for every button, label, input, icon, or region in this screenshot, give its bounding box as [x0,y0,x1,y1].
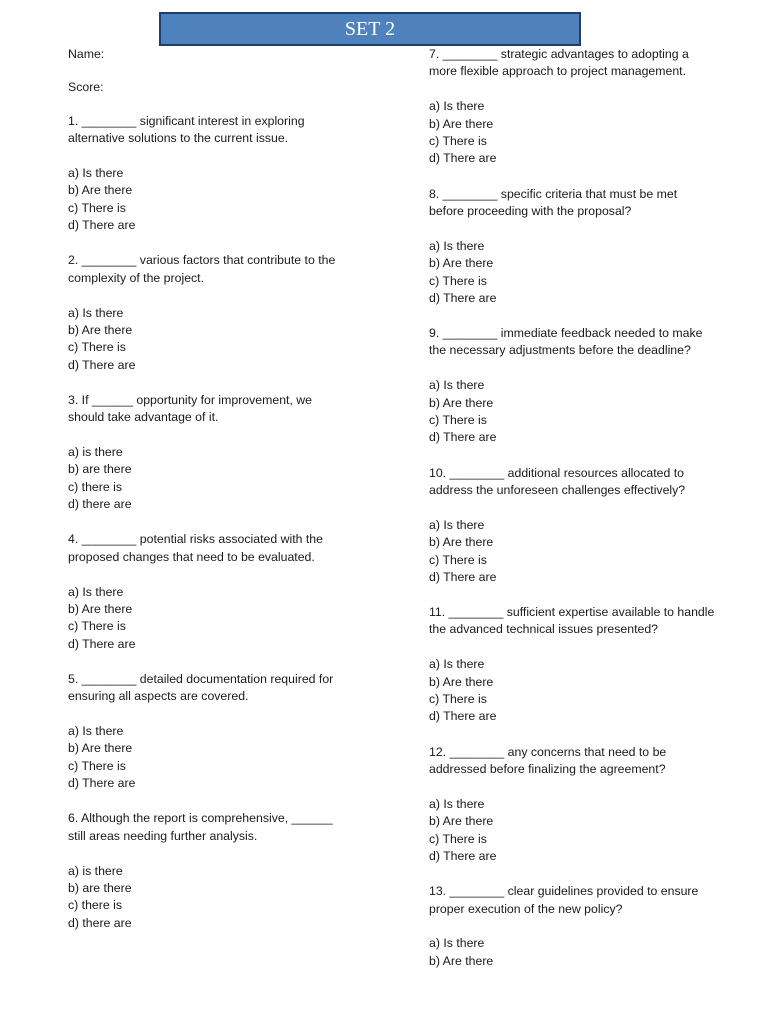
question-line: the necessary adjustments before the deadline? [429,343,691,358]
answer-option: d) There are [429,430,497,445]
question-line: should take advantage of it. [68,410,219,425]
answer-options [68,584,368,654]
set-title: SET 2 [344,18,396,40]
answer-option: c) There is [429,692,487,707]
question-text [429,46,739,81]
question-text [68,392,368,427]
answer-option: d) There are [429,849,497,863]
name-label: Name: [68,47,105,61]
question-text [68,810,368,845]
answer-option: c) there is [68,898,122,913]
answer-option: d) There are [68,636,136,651]
question-line: proper execution of the new policy? [429,901,623,916]
answer-option: b) Are there [429,535,494,550]
question-line: 7. ________ strategic advantages to adopting a [429,47,689,61]
score-field [68,79,368,96]
answer-options [429,377,739,447]
answer-option: d) There are [429,290,497,305]
question-line: addressed before finalizing the agreement? [429,761,666,776]
answer-options [68,444,368,514]
answer-options [429,935,739,970]
answer-option: a) Is there [429,657,485,672]
question-line: 8. ________ specific criteria that must be met [429,186,678,201]
question-line: 3. If ______ opportunity for improvement, we [68,392,313,407]
answer-option: d) there are [68,915,132,930]
answer-option: c) There is [68,340,126,355]
question-item [429,186,739,308]
question-text [68,531,368,566]
question-line: 12. ________ any concerns that need to be [429,744,667,759]
answer-option: c) There is [429,831,487,846]
answer-option: c) There is [68,200,126,215]
right-question-list [429,46,739,970]
question-item [68,531,368,653]
answer-options [429,238,739,308]
question-item [429,744,739,866]
answer-option: c) There is [429,552,487,567]
question-line: the advanced technical issues presented? [429,622,659,637]
answer-option: a) Is there [68,724,124,739]
answer-options [68,305,368,375]
answer-option: a) Is there [429,517,485,532]
set-title-banner [159,12,581,46]
question-line: 9. ________ immediate feedback needed to make [429,326,703,341]
answer-option: b) Are there [429,256,494,271]
question-item [68,113,368,235]
question-item [68,392,368,514]
answer-options [429,517,739,587]
answer-option: b) Are there [68,601,133,616]
answer-option: d) There are [429,709,497,724]
answer-options [429,656,739,726]
answer-option: d) there are [68,497,132,512]
answer-option: b) Are there [429,395,494,410]
answer-option: a) is there [68,445,123,460]
answer-options [429,98,739,168]
answer-option: c) There is [68,619,126,634]
question-line: 13. ________ clear guidelines provided to ensure [429,884,699,899]
question-line: complexity of the project. [68,270,205,285]
question-item [429,46,739,168]
right-column [429,46,739,988]
question-line: 5. ________ detailed documentation required for [68,671,334,686]
answer-option: b) Are there [429,814,494,829]
question-line: still areas needing further analysis. [68,828,258,843]
answer-option: b) Are there [429,116,494,131]
question-item [68,671,368,793]
question-item [429,883,739,970]
question-line: more flexible approach to project management. [429,64,687,79]
question-text [429,604,739,639]
answer-option: d) There are [68,357,136,372]
question-text [429,744,739,779]
question-line: 4. ________ potential risks associated with the [68,532,323,547]
question-text [429,883,739,918]
answer-option: c) There is [429,413,487,428]
left-column [68,46,368,950]
answer-option: a) Is there [429,238,485,253]
question-line: 2. ________ various factors that contribute to the [68,253,336,268]
answer-option: b) are there [68,462,132,477]
answer-options [68,165,368,235]
name-field [68,46,368,63]
answer-options [68,863,368,933]
answer-options [429,796,739,866]
answer-option: b) Are there [68,183,133,198]
question-item [429,465,739,587]
answer-option: d) There are [68,776,136,791]
question-text [429,186,739,221]
answer-option: a) Is there [68,166,124,181]
answer-option: c) There is [68,758,126,773]
question-line: alternative solutions to the current issue. [68,131,289,146]
question-text [68,113,368,148]
question-item [68,252,368,374]
question-text [68,671,368,706]
question-line: ensuring all aspects are covered. [68,689,249,704]
answer-option: a) is there [68,863,123,878]
left-question-list [68,113,368,932]
answer-option: c) there is [68,479,122,494]
answer-option: c) There is [429,273,487,288]
question-line: 1. ________ significant interest in exploring [68,113,305,128]
question-line: 10. ________ additional resources allocated to [429,465,685,480]
question-line: before proceeding with the proposal? [429,203,632,218]
question-text [429,325,739,360]
answer-option: a) Is there [429,99,485,114]
answer-option: d) There are [429,151,497,166]
answer-option: d) There are [429,569,497,584]
answer-options [68,723,368,793]
answer-option: b) Are there [68,741,133,756]
question-item [68,810,368,932]
question-text [429,465,739,500]
score-label: Score: [68,80,104,95]
question-item [429,604,739,726]
question-line: proposed changes that need to be evaluated. [68,549,315,564]
answer-option: b) Are there [429,674,494,689]
question-text [68,252,368,287]
question-line: 6. Although the report is comprehensive, ______ [68,811,333,826]
question-line: 11. ________ sufficient expertise available to handle [429,605,715,620]
answer-option: c) There is [429,134,487,149]
answer-option: b) are there [68,881,132,895]
question-item [429,325,739,447]
answer-option: b) Are there [68,322,133,337]
answer-option: a) Is there [429,378,485,393]
question-line: address the unforeseen challenges effectively? [429,482,686,497]
answer-option: a) Is there [429,796,485,811]
answer-option: b) Are there [429,953,494,968]
answer-option: a) Is there [68,584,124,599]
answer-option: d) There are [68,218,136,233]
answer-option: a) Is there [429,936,485,951]
answer-option: a) Is there [68,305,124,320]
